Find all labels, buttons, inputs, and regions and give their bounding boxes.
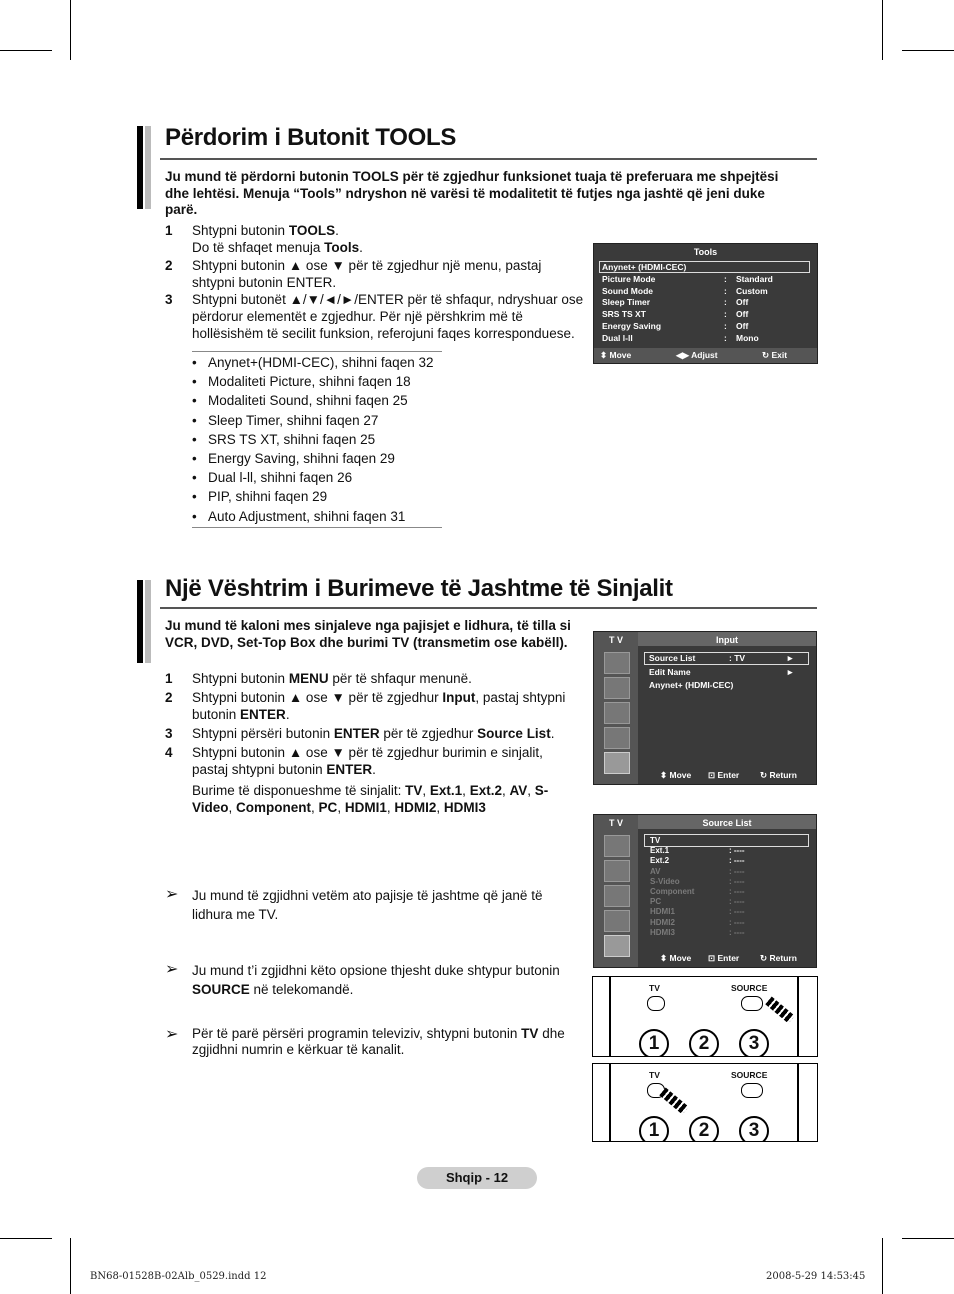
tools-menu-screen xyxy=(593,243,818,364)
osd-row-value: Mono xyxy=(736,332,759,343)
osd-row-label: Sound Mode xyxy=(602,285,653,296)
step-text: Shtypni butonin ▲ ose ▼ për të zgjedhur një menu, pastaj shtypni butonin ENTER. xyxy=(192,258,542,290)
osd-row-value: : ---- xyxy=(729,856,745,866)
number-button-3: 3 xyxy=(739,1116,769,1142)
step-text: Shtypni butonin TOOLS. Do të shfaqet menuja Tools. xyxy=(192,223,363,255)
return-icon: ↻ xyxy=(762,350,770,360)
number-button-2: 2 xyxy=(689,1116,719,1142)
osd-row-label: SRS TS XT xyxy=(602,309,646,320)
osd-row-label: HDMI3 xyxy=(650,927,675,937)
osd-row-sep: : xyxy=(724,274,727,284)
bullet-dot: • xyxy=(192,412,197,428)
osd-row-label: HDMI1 xyxy=(650,907,675,917)
pointer-hand-icon xyxy=(659,1088,688,1115)
step-text: Shtypni butonët ▲/▼/◄/►/ENTER për të shfaqur, ndryshuar ose përdorur elementët e zgjedhur. Për një përshkrim më të hollësishëm të secilit funksion, referojuni faqes korresponduese. xyxy=(192,292,584,341)
sound-icon xyxy=(604,677,630,699)
step-number: 1 xyxy=(165,671,173,686)
step-number: 1 xyxy=(165,223,173,238)
setup-icon xyxy=(604,727,630,749)
print-footer-right: 2008-5-29 14:53:45 xyxy=(766,1271,866,1282)
osd-row-label: Energy Saving xyxy=(602,320,662,331)
osd-row-label: TV xyxy=(650,836,661,845)
osd-row-label: PC xyxy=(650,897,662,907)
bullet-dot: • xyxy=(192,451,197,466)
osd-title: Tools xyxy=(693,247,718,257)
remote-source-illustration xyxy=(592,976,818,1057)
note-arrow-icon: ➢ xyxy=(165,1026,179,1043)
source-button xyxy=(741,1083,763,1098)
osd-footer-return: ↻ Return xyxy=(760,953,797,963)
osd-row-value: : TV xyxy=(729,653,746,663)
osd-footer-move: ⬍ Move xyxy=(660,953,692,963)
osd-row-value: Standard xyxy=(736,274,773,284)
osd-row-label: Ext.1 xyxy=(650,846,670,856)
bullet-text: Anynet+(HDMI-CEC), shihni faqen 32 xyxy=(208,355,434,370)
osd-row-arrow: ► xyxy=(786,666,795,677)
note xyxy=(165,886,585,926)
step-number: 2 xyxy=(165,690,173,705)
osd-row-label: Source List xyxy=(649,653,696,663)
sound-icon xyxy=(604,860,630,882)
osd-row-label: HDMI2 xyxy=(650,917,675,927)
up-down-icon: ⬍ xyxy=(660,770,668,780)
step-number: 2 xyxy=(165,258,173,273)
bullet-text: Dual l-ll, shihni faqen 26 xyxy=(208,470,353,486)
title-rule xyxy=(160,607,817,609)
note-text: Ju mund të zgjidhni vetëm ato pajisje të jashtme që janë të lidhura me TV. xyxy=(192,888,543,922)
step-number: 3 xyxy=(165,726,173,741)
crop-mark xyxy=(0,1238,52,1239)
osd-row-highlighted: Anynet+ (HDMI-CEC) xyxy=(602,262,687,272)
number-button-1: 1 xyxy=(639,1029,669,1057)
enter-icon: ⊡ xyxy=(708,770,716,780)
bullet-dot: • xyxy=(192,393,197,409)
osd-row-value: : ---- xyxy=(729,866,745,876)
crop-mark xyxy=(882,1238,883,1294)
number-button-3: 3 xyxy=(739,1029,769,1057)
remote-edge xyxy=(609,1064,611,1141)
section-intro: Ju mund të përdorni butonin TOOLS për të zgjedhur funksionet tuaja të preferuara me shpejtësi dhe lehtësi. Menuja “Tools” ndryshon në varësi të modalitetit të futjes nga jashtë që jeni duke parë. xyxy=(165,169,779,217)
return-icon: ↻ xyxy=(760,770,768,780)
section-title: Një Vështrim i Burimeve të Jashtme të Sinjalit xyxy=(165,575,673,602)
step xyxy=(165,744,585,816)
osd-row-label: Edit Name xyxy=(649,666,691,677)
crop-mark xyxy=(902,50,954,51)
step-text: Shtypni përsëri butonin ENTER për të zgjedhur Source List. xyxy=(192,726,555,741)
osd-row-value: : ---- xyxy=(729,887,745,896)
source-button-label: SOURCE xyxy=(731,1070,768,1080)
osd-row-value: : ---- xyxy=(729,876,745,886)
picture-icon xyxy=(604,835,630,857)
osd-row-label: Picture Mode xyxy=(602,274,656,284)
section-title: Përdorim i Butonit TOOLS xyxy=(165,124,457,151)
osd-title: Input xyxy=(716,635,738,645)
osd-row-value: : ---- xyxy=(729,927,745,937)
section-marker xyxy=(137,580,143,663)
section-intro: Ju mund të kaloni mes sinjaleve nga pajisjet e lidhura, të tilla si VCR, DVD, Set-Top Box dhe burimi TV (transmetim ose kabëll). xyxy=(165,618,571,650)
osd-footer-exit: ↻ Exit xyxy=(762,350,788,360)
osd-footer-enter: ⊡ Enter xyxy=(708,770,740,780)
crop-mark xyxy=(0,50,52,51)
input-menu-screen xyxy=(593,631,817,785)
source-button-label: SOURCE xyxy=(731,983,768,993)
osd-row-sep: : xyxy=(724,320,727,331)
input-icon xyxy=(604,752,630,774)
osd-row-sep: : xyxy=(724,332,727,343)
bullet-dot: • xyxy=(192,470,197,486)
setup-icon xyxy=(604,910,630,932)
step xyxy=(165,257,565,293)
osd-row-value: : ---- xyxy=(729,897,745,907)
osd-row-label: Ext.2 xyxy=(650,856,670,866)
step-text: Shtypni butonin MENU për të shfaqur menunë. xyxy=(192,671,472,686)
section-marker xyxy=(137,126,143,209)
osd-row-value: Off xyxy=(736,297,749,308)
left-right-icon: ◀▶ xyxy=(676,350,690,360)
bullet-text: SRS TS XT, shihni faqen 25 xyxy=(208,431,376,447)
channel-icon xyxy=(604,885,630,907)
step-text: Shtypni butonin ▲ ose ▼ për të zgjedhur burimin e sinjalit, pastaj shtypni butonin ENTER. Burime të disponueshme të sinjalit: TV, Ext.1, Ext.2, AV, S-Video, Component, PC, HDMI1, HDMI2, HDMI3 xyxy=(192,744,582,816)
osd-footer-move: ⬍ Move xyxy=(660,770,692,780)
osd-row-value: : ---- xyxy=(729,917,745,927)
bullet-dot: • xyxy=(192,355,197,370)
return-icon: ↻ xyxy=(760,953,768,963)
osd-title: Source List xyxy=(702,818,752,828)
number-button-1: 1 xyxy=(639,1116,669,1142)
osd-row-label: Component xyxy=(650,887,695,896)
osd-row-label: Anynet+ (HDMI-CEC) xyxy=(649,680,734,691)
bullet-text: Sleep Timer, shihni faqen 27 xyxy=(208,412,379,428)
osd-row-label: AV xyxy=(650,866,661,876)
step xyxy=(165,670,585,688)
bullet-dot: • xyxy=(192,508,197,524)
bullet-dot: • xyxy=(192,374,197,390)
pointer-hand-icon xyxy=(765,997,794,1024)
note xyxy=(165,1026,585,1066)
step-number: 4 xyxy=(165,745,173,760)
osd-footer-enter: ⊡ Enter xyxy=(708,953,740,963)
up-down-icon: ⬍ xyxy=(600,350,608,360)
section-marker xyxy=(145,126,151,209)
up-down-icon: ⬍ xyxy=(660,953,668,963)
bullet-text: Energy Saving, shihni faqen 29 xyxy=(208,451,395,466)
osd-footer-return: ↻ Return xyxy=(760,770,797,780)
tv-button-label: TV xyxy=(649,983,660,993)
crop-mark xyxy=(70,0,71,60)
step xyxy=(165,725,585,743)
note-arrow-icon: ➢ xyxy=(165,886,179,903)
osd-footer-move: ⬍ Move xyxy=(600,350,632,360)
bullet-text: Auto Adjustment, shihni faqen 31 xyxy=(208,508,406,524)
osd-row-arrow: ► xyxy=(786,653,795,663)
sources-line: Burime të disponueshme të sinjalit: TV, Ext.1, Ext.2, AV, S-Video, Component, PC, HDMI1, HDMI2, HDMI3 xyxy=(192,783,549,815)
source-button xyxy=(741,996,763,1011)
section-marker xyxy=(145,580,151,663)
bullet-dot: • xyxy=(192,431,197,447)
osd-row-label: Sleep Timer xyxy=(602,297,651,308)
step xyxy=(165,291,595,345)
step xyxy=(165,222,565,258)
picture-icon xyxy=(604,652,630,674)
crop-mark xyxy=(70,1238,71,1294)
source-list-screen xyxy=(593,814,817,968)
tv-button-label: TV xyxy=(649,1070,660,1080)
list-rule xyxy=(192,351,442,352)
osd-row-value: : ---- xyxy=(729,907,745,917)
crop-mark xyxy=(882,0,883,60)
print-footer-left: BN68-01528B-02Alb_0529.indd 12 xyxy=(90,1271,267,1282)
note-text: Ju mund t’i zgjidhni këto opsione thjesht duke shtypur butonin SOURCE në telekomandë. xyxy=(192,963,560,997)
remote-edge xyxy=(797,977,799,1056)
bullet-text: Modaliteti Sound, shihni faqen 25 xyxy=(208,393,408,409)
osd-row-value: : ---- xyxy=(729,846,745,856)
osd-row-value: Custom xyxy=(736,285,768,296)
osd-row-value: Off xyxy=(736,320,749,331)
step-number: 3 xyxy=(165,292,173,307)
osd-row-sep: : xyxy=(724,297,727,308)
remote-edge xyxy=(609,977,611,1056)
note-text: Për të parë përsëri programin televiziv, shtypni butonin TV dhe zgjidhni numrin e kërkuar të kanalit. xyxy=(192,1026,565,1057)
enter-icon: ⊡ xyxy=(708,953,716,963)
crop-mark xyxy=(902,1238,954,1239)
osd-footer-adjust: ◀▶ Adjust xyxy=(676,350,718,360)
step xyxy=(165,689,585,725)
osd-row-sep: : xyxy=(724,309,727,320)
title-rule xyxy=(160,158,817,160)
note xyxy=(165,961,585,1001)
bullet-text: PIP, shihni faqen 29 xyxy=(208,489,328,505)
osd-row-label: Dual l-ll xyxy=(602,332,633,343)
tv-button xyxy=(647,996,665,1011)
list-rule xyxy=(192,527,442,528)
remote-tv-illustration xyxy=(592,1063,818,1142)
bullet-dot: • xyxy=(192,489,197,505)
page-number-badge: Shqip - 12 xyxy=(417,1167,537,1189)
number-button-2: 2 xyxy=(689,1029,719,1057)
remote-edge xyxy=(797,1064,799,1141)
channel-icon xyxy=(604,702,630,724)
osd-row-label: S-Video xyxy=(650,876,680,886)
osd-tv-label: T V xyxy=(608,818,623,828)
bullet-text: Modaliteti Picture, shihni faqen 18 xyxy=(208,374,411,390)
osd-row-sep: : xyxy=(724,285,727,296)
step-text: Shtypni butonin ▲ ose ▼ për të zgjedhur Input, pastaj shtypni butonin ENTER. xyxy=(192,690,566,722)
osd-highlight xyxy=(644,834,809,847)
input-icon xyxy=(604,935,630,957)
note-arrow-icon: ➢ xyxy=(165,961,179,978)
osd-tv-label: T V xyxy=(608,635,623,645)
osd-row-value: Off xyxy=(736,309,749,320)
